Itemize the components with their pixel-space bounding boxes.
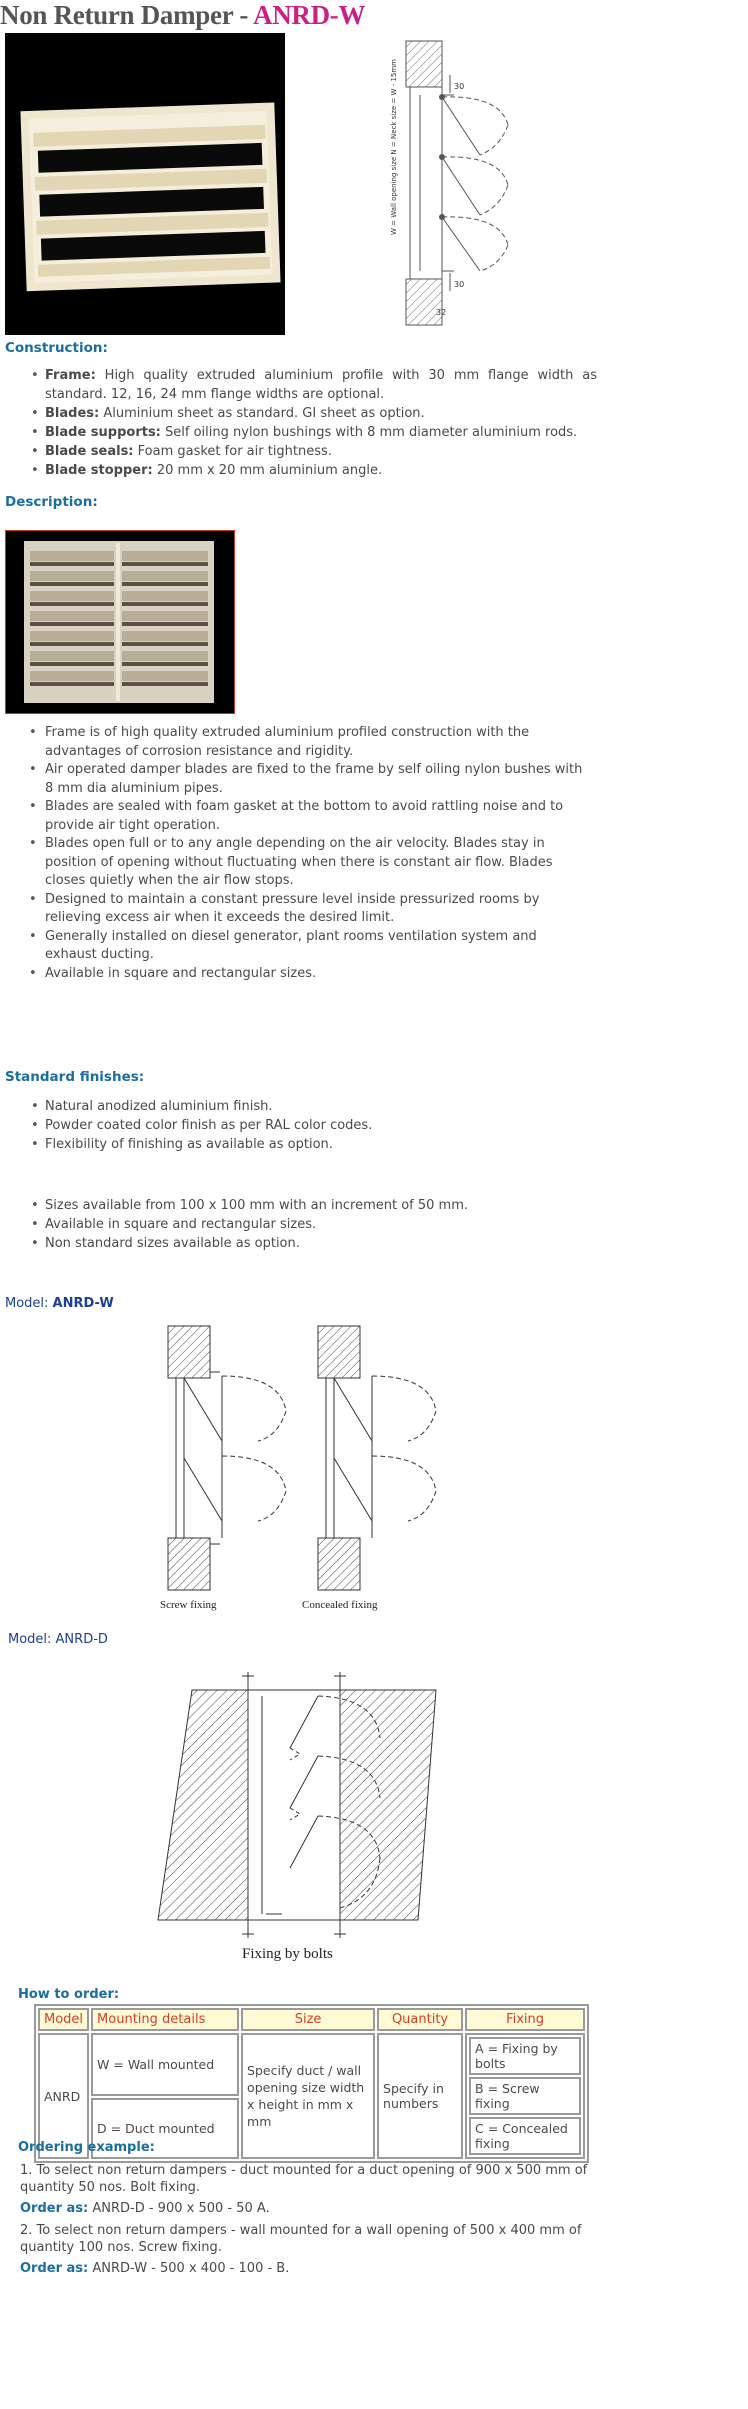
header-mounting: Mounting details	[91, 2008, 239, 2031]
damper-section-drawing	[350, 35, 610, 335]
header-size: Size	[241, 2008, 375, 2031]
construction-item-text: 20 mm x 20 mm aluminium angle.	[152, 463, 383, 478]
construction-item	[5, 366, 597, 404]
construction-item-label: Blade seals:	[45, 444, 134, 459]
header-quantity: Quantity	[377, 2008, 463, 2031]
title-accent: ANRD-W	[253, 0, 366, 30]
finishes-list	[5, 1097, 585, 1154]
construction-item-text: Foam gasket for air tightness.	[133, 444, 332, 459]
construction-item	[5, 404, 597, 423]
order-as-2-label: Order as:	[20, 2261, 89, 2276]
finishes-item: • Powder coated color finish as per RAL color codes.	[5, 1116, 585, 1135]
finishes-item: • Natural anodized aluminium finish.	[5, 1097, 585, 1116]
dim-30-bottom: 30	[454, 280, 465, 289]
construction-item-label: Blade supports:	[45, 425, 161, 440]
concealed-fixing-caption: Concealed fixing	[302, 1599, 378, 1611]
dim-vertical-label: W = Wall opening size N = Neck size = W - 15mm	[390, 59, 398, 235]
damper-photo-front	[5, 33, 285, 335]
cell-model: ANRD	[38, 2033, 89, 2159]
dim-32: 32	[436, 308, 447, 317]
sizes-list	[5, 1196, 585, 1253]
model-w-drawing	[160, 1316, 450, 1616]
description-item: • Generally installed on diesel generator, plant rooms ventilation system and exhaust ducting.	[5, 928, 585, 965]
model-w-label	[5, 1296, 114, 1311]
header-fixing: Fixing	[465, 2008, 585, 2031]
order-as-2	[20, 2260, 289, 2277]
order-table-row	[38, 2033, 585, 2096]
fixing-option-b: B = Screw fixing	[469, 2077, 581, 2115]
damper-photo-angled	[5, 530, 235, 714]
fixing-option-c: C = Concealed fixing	[469, 2117, 581, 2155]
order-as-1-value: ANRD-D - 900 x 500 - 50 A.	[88, 2201, 270, 2216]
ordering-example-heading: Ordering example:	[18, 2140, 155, 2155]
header-model: Model	[38, 2008, 89, 2031]
construction-heading: Construction:	[5, 340, 108, 356]
description-item: • Air operated damper blades are fixed to the frame by self oiling nylon bushes with 8 mm dia aluminium pipes.	[5, 761, 585, 798]
model-w-name: ANRD-W	[52, 1296, 114, 1311]
fixing-option-a: A = Fixing by bolts	[469, 2037, 581, 2075]
order-as-1	[20, 2200, 270, 2217]
description-list	[5, 724, 585, 983]
construction-list	[5, 366, 597, 480]
sizes-item: • Sizes available from 100 x 100 mm with an increment of 50 mm.	[5, 1196, 585, 1215]
construction-item-text: High quality extruded aluminium profile with 30 mm flange width as standard. 12, 16, 24 mm flange widths are optional.	[45, 368, 597, 402]
order-as-1-label: Order as:	[20, 2201, 89, 2216]
ordering-example-1: 1. To select non return dampers - duct mounted for a duct opening of 900 x 500 mm of quantity 50 nos. Bolt fixing.	[20, 2163, 588, 2195]
description-heading: Description:	[5, 494, 98, 510]
cell-mounting-d: D = Duct mounted	[91, 2098, 239, 2159]
fixing-by-bolts-caption: Fixing by bolts	[242, 1946, 333, 1962]
construction-item-label: Blade stopper:	[45, 463, 153, 478]
how-to-order-heading: How to order:	[18, 1987, 120, 2002]
construction-item	[5, 461, 597, 480]
sizes-item: • Non standard sizes available as option.	[5, 1234, 585, 1253]
description-item: • Designed to maintain a constant pressure level inside pressurized rooms by relieving excess air when it exceeds the desired limit.	[5, 891, 585, 928]
finishes-item: • Flexibility of finishing as available as option.	[5, 1135, 585, 1154]
model-d-label: Model: ANRD-D	[8, 1632, 108, 1647]
description-item: • Available in square and rectangular sizes.	[5, 965, 585, 984]
construction-item-label: Frame:	[45, 368, 96, 383]
dim-30-top: 30	[454, 82, 465, 91]
description-item: • Blades are sealed with foam gasket at the bottom to avoid rattling noise and to provide air tight operation.	[5, 798, 585, 835]
page-title	[0, 0, 365, 30]
construction-item-text: Self oiling nylon bushings with 8 mm diameter aluminium rods.	[160, 425, 578, 440]
cell-quantity: Specify in numbers	[377, 2033, 463, 2159]
finishes-heading: Standard finishes:	[5, 1069, 145, 1085]
model-w-prefix: Model:	[5, 1296, 53, 1311]
construction-item	[5, 423, 597, 442]
screw-fixing-caption: Screw fixing	[160, 1599, 217, 1611]
construction-item	[5, 442, 597, 461]
cell-size: Specify duct / wall opening size width x height in mm x mm	[241, 2033, 375, 2159]
description-item: • Blades open full or to any angle depending on the air velocity. Blades stay in position of opening without fluctuating when there is constant air flow. Blades closes quietly when the air flow stops.	[5, 835, 585, 891]
order-as-2-value: ANRD-W - 500 x 400 - 100 - B.	[88, 2261, 290, 2276]
construction-item-label: Blades:	[45, 406, 100, 421]
order-table-header-row	[38, 2008, 585, 2031]
sizes-item: • Available in square and rectangular sizes.	[5, 1215, 585, 1234]
cell-mounting-w: W = Wall mounted	[91, 2033, 239, 2096]
description-item: • Frame is of high quality extruded aluminium profiled construction with the advantages of corrosion resistance and rigidity.	[5, 724, 585, 761]
model-d-drawing	[150, 1658, 450, 1968]
cell-fixing	[465, 2033, 585, 2159]
ordering-example-2: 2. To select non return dampers - wall mounted for a wall opening of 500 x 400 mm of quantity 100 nos. Screw fixing.	[20, 2223, 582, 2255]
title-main: Non Return Damper -	[0, 0, 253, 30]
construction-item-text: Aluminium sheet as standard. GI sheet as option.	[99, 406, 425, 421]
